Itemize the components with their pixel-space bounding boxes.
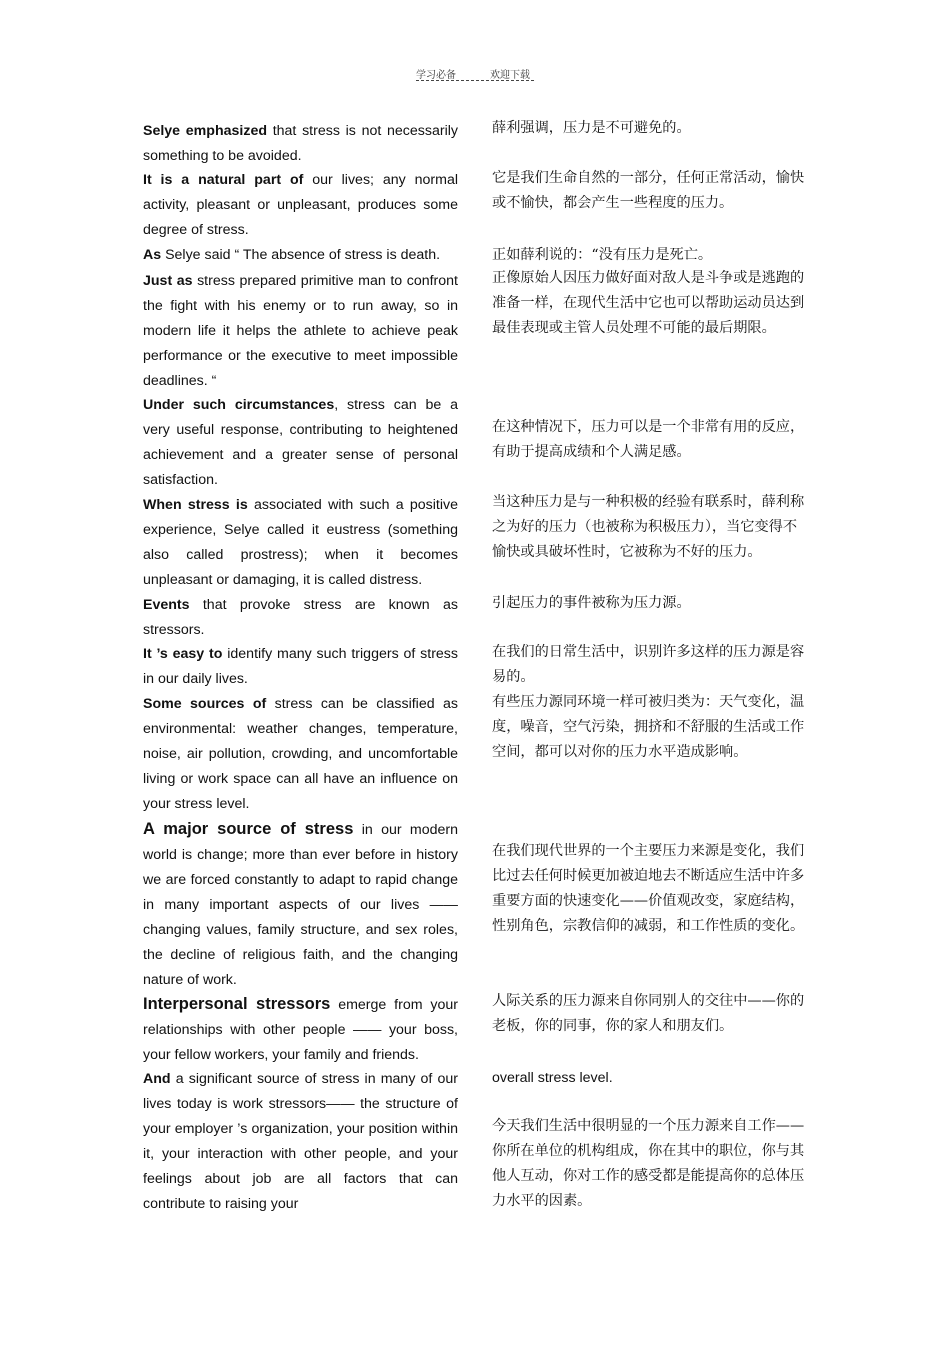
en-paragraph-11	[143, 992, 458, 1068]
en-lead: And	[143, 1071, 171, 1087]
en-lead: Selye emphasized	[143, 123, 267, 139]
zh-paragraph-10: 在我们现代世界的一个主要压力来源是变化，我们比过去任何时候更加被迫地去不断适应生活中许多重要方面的快速变化——价值观改变，家庭结构，性别角色，宗教信仰的减弱，和工作性质的变化。	[492, 843, 805, 934]
en-paragraph-1	[143, 119, 458, 169]
en-text: that provoke stress are known as stressors.	[143, 597, 458, 638]
zh-paragraph-7: 引起压力的事件被称为压力源。	[492, 595, 691, 611]
en-lead: Events	[143, 597, 190, 613]
zh-paragraph-5: 在这种情况下，压力可以是一个非常有用的反应，有助于提高成绩和个人满足感。	[492, 419, 805, 460]
zh-paragraph-12: overall stress level.	[492, 1070, 613, 1086]
zh-paragraph-13: 今天我们生活中很明显的一个压力源来自工作——你所在单位的机构组成，你在其中的职位，你与其他人互动，你对工作的感受都是能提高你的总体压力水平的因素。	[492, 1118, 805, 1209]
en-text: stress can be classified as environmental: weather changes, temperature, noise, air pollution, crowding, and uncomfortable living or work space can all have an influence on your stress level.	[143, 696, 458, 812]
en-text: our lives; any normal activity, pleasant or unpleasant, produces some degree of stress.	[143, 172, 459, 238]
en-paragraph-3	[143, 243, 458, 268]
zh-paragraph-8: 在我们的日常生活中，识别许多这样的压力源是容易的。	[492, 644, 805, 685]
en-text: emerge from your relationships with other people —— your boss, your fellow workers, your family and friends.	[143, 997, 458, 1063]
en-lead: Under such circumstances	[143, 397, 335, 413]
zh-paragraph-1: 薛利强调，压力是不可避免的。	[492, 120, 691, 136]
en-lead: When stress is	[143, 497, 248, 513]
en-lead: Some sources of	[143, 696, 267, 712]
en-paragraph-12	[143, 1067, 458, 1217]
en-paragraph-6	[143, 493, 458, 593]
zh-paragraph-6: 当这种压力是与一种积极的经验有联系时，薛利称之为好的压力（也被称为积极压力），当它变得不愉快或具破坏性时，它被称为不好的压力。	[492, 494, 805, 560]
en-text: a significant source of stress in many of our lives today is work stressors—— the structure of your employer ’s organization, your position within it, your interaction with other people, and your feelings about job are all factors that can contribute to raising your	[143, 1071, 458, 1212]
page-header	[416, 66, 536, 86]
header-dashed-rule	[416, 80, 534, 81]
en-lead: It ’s easy to	[143, 646, 223, 662]
zh-paragraph-3: 正如薛利说的：“没有压力是死亡。	[492, 247, 713, 263]
zh-paragraph-4: 正像原始人因压力做好面对敌人是斗争或是逃跑的准备一样，在现代生活中它也可以帮助运动员达到最佳表现或主管人员处理不可能的最后期限。	[492, 270, 805, 336]
en-text: , stress can be a very useful response, contributing to heightened achievement and a greater sense of personal satisfaction.	[143, 397, 459, 488]
en-text: Selye said “ The absence of stress is death.	[161, 247, 441, 263]
en-text: stress prepared primitive man to confront the fight with his enemy or to run away, so in modern life it helps the athlete to achieve peak performance or the executive to meet impossible deadlines. “	[143, 273, 458, 389]
en-text: associated with such a positive experience, Selye called it eustress (something also called prostress); when it becomes unpleasant or damaging, it is called distress.	[143, 497, 458, 588]
zh-paragraph-9: 有些压力源同环境一样可被归类为：天气变化，温度，噪音，空气污染，拥挤和不舒服的生活或工作空间，都可以对你的压力水平造成影响。	[492, 694, 805, 760]
en-lead: Just as	[143, 273, 193, 289]
header-right-text: 欢迎下载	[490, 70, 530, 81]
header-left-text: 学习必备	[416, 70, 456, 81]
en-paragraph-7	[143, 593, 458, 643]
en-lead: A major source of stress	[143, 820, 354, 838]
en-paragraph-5	[143, 393, 458, 493]
en-lead: As	[143, 247, 162, 263]
en-text: identify many such triggers of stress in our daily lives.	[143, 646, 458, 687]
en-lead: Interpersonal stressors	[143, 995, 331, 1013]
en-lead: It is a natural part of	[143, 172, 304, 188]
en-paragraph-4	[143, 269, 458, 394]
en-paragraph-8	[143, 642, 458, 692]
en-text: that stress is not necessarily something to be avoided.	[143, 123, 458, 164]
zh-paragraph-2: 它是我们生命自然的一部分，任何正常活动，愉快或不愉快，都会产生一些程度的压力。	[492, 170, 805, 211]
en-paragraph-9	[143, 692, 458, 817]
en-text: in our modern world is change; more than ever before in history we are forced constantly to adapt to rapid change in many important aspects of our lives —— changing values, family structure, and sex roles, the decline of religious faith, and the changing nature of work.	[143, 822, 458, 988]
en-paragraph-2	[143, 168, 458, 243]
en-paragraph-10	[143, 817, 458, 993]
zh-paragraph-11: 人际关系的压力源来自你同别人的交往中——你的老板，你的同事，你的家人和朋友们。	[492, 993, 805, 1034]
